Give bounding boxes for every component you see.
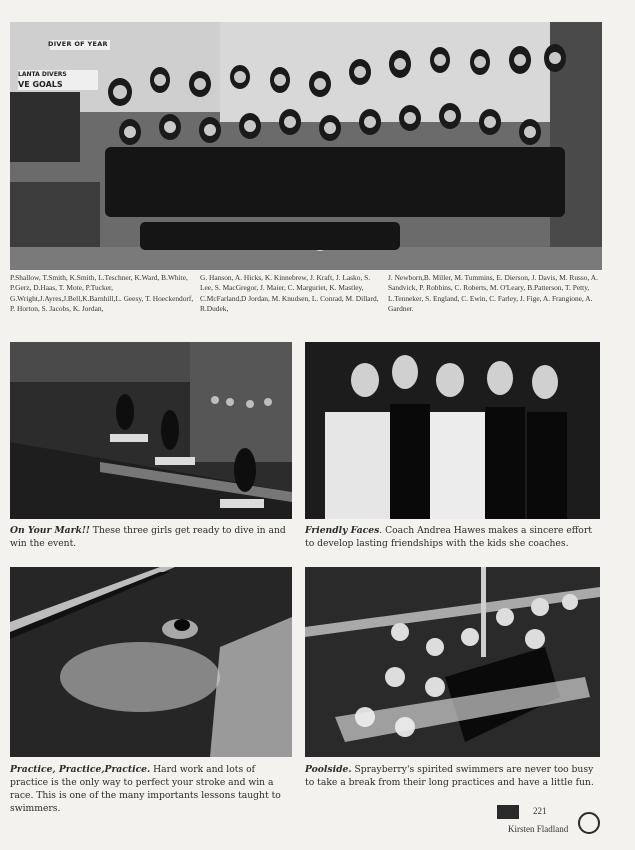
- roster-column-2: G. Hanson, A. Hicks, K. Kinnebrew, J. Kraft, J. Lasko, S. Lee, S. MacGregor, J. Maier, C. Marguriet, K. Mastley, C.McFarland,D Jordan, M. Knudsen, L. Conrad, M. Dillard, R.Dudek,: [200, 273, 379, 314]
- sign-diver-of-year: DIVER OF YEAR: [48, 40, 108, 48]
- caption-poolside: [305, 763, 600, 789]
- page-number: 221: [533, 806, 547, 816]
- caption-title: Friendly Faces: [305, 525, 380, 536]
- roster-column-1: P.Shallow, T.Smith, K.Smith, L.Teschner, K.Ward, B.White, P.Gerz, D.Haas, T. Mote, P.Tucker, G.Wright,J.Ayres,J.Bell,K.Barnhill,L. Geesy, T. Hoeckendorf, P. Horton, S. Jacobs, K. Jordan,: [10, 273, 194, 314]
- caption-practice: [10, 763, 294, 815]
- photographer-credit: Kirsten Fladland: [508, 824, 569, 834]
- caption-text: Hard work and lots of practice is the only way to perfect your stroke and win a race. This is one of the many importants lessons taught to swimmers.: [10, 764, 281, 814]
- photo-on-your-mark: [10, 342, 292, 519]
- key-icon: [578, 812, 600, 834]
- caption-title: Poolside.: [305, 764, 352, 775]
- caption-text: . Coach Andrea Hawes makes a sincere effort to develop lasting friendships with the kids she coaches.: [305, 525, 592, 549]
- caption-text: Sprayberry's spirited swimmers are never too busy to take a break from their long practices and have a little fun.: [305, 764, 594, 788]
- photo-friendly-faces: [305, 342, 600, 519]
- team-photo: [10, 22, 602, 270]
- caption-title: Practice, Practice,Practice.: [10, 764, 151, 775]
- caption-text: These three girls get ready to dive in and win the event.: [10, 525, 286, 549]
- caption-friendly-faces: [305, 524, 600, 550]
- photo-poolside: [305, 567, 600, 757]
- footer-logo: [497, 805, 519, 819]
- sign-banner-line-2: VE GOALS: [18, 80, 63, 89]
- caption-on-your-mark: [10, 524, 292, 550]
- caption-title: On Your Mark!!: [10, 525, 90, 536]
- roster-column-3: J. Newborn,B. Miller, M. Tummins, E. Dierson, J. Davis, M. Russo, A. Sandvick, P. Robbins, C. Roberts, M. O'Leary, B.Patterson, T. Petty, L.Tenneker, S. England, C. Ewin, C. Farley, J. Fige, A. Frangione, A. Gardner.: [388, 273, 598, 314]
- sign-banner-line-1: LANTA DIVERS: [18, 71, 67, 78]
- photo-practice: [10, 567, 292, 757]
